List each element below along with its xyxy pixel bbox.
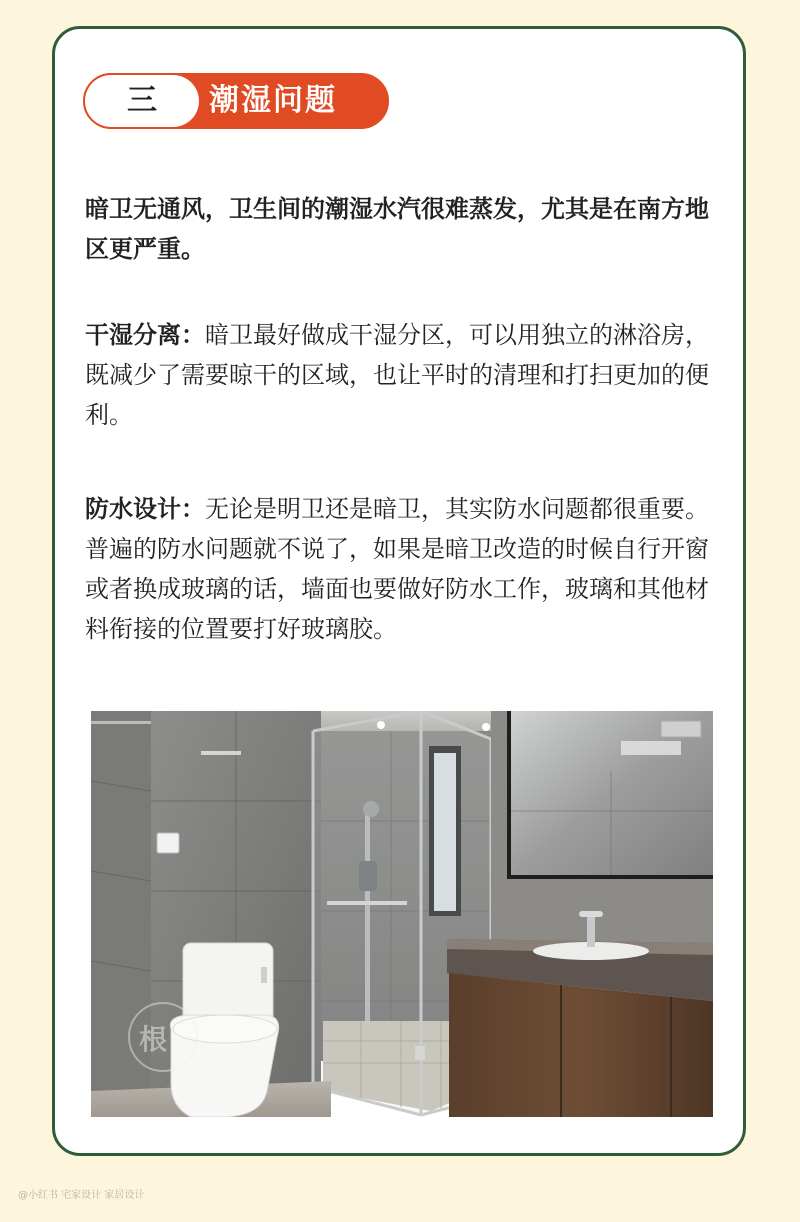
footer-watermark: @小红书 宅家设计 家居设计 [18,1190,145,1201]
paragraph-heading: 防水设计： [85,495,205,523]
photo-watermark: 根 [139,1023,168,1056]
intro-text: 暗卫无通风，卫生间的潮湿水汽很难蒸发，尤其是在南方地区更严重。 [85,195,709,263]
paragraph-body: 暗卫最好做成干湿分区，可以用独立的淋浴房，既减少了需要晾干的区域，也让平时的清理和打扫更加的便利。 [85,321,709,429]
paragraph-body: 无论是明卫还是暗卫，其实防水问题都很重要。普遍的防水问题就不说了，如果是暗卫改造的时候自行开窗或者换成玻璃的话，墙面也要做好防水工作，玻璃和其他材料衔接的位置要打好玻璃胶。 [85,495,709,643]
content-card [52,26,746,1156]
paragraph-dry-wet-separation [85,315,725,435]
section-header [83,73,389,129]
paragraph-waterproofing [85,489,725,649]
section-number: 三 [85,75,199,127]
bathroom-photo [91,711,713,1117]
paragraph-heading: 干湿分离： [85,321,205,349]
section-title: 潮湿问题 [209,83,337,118]
